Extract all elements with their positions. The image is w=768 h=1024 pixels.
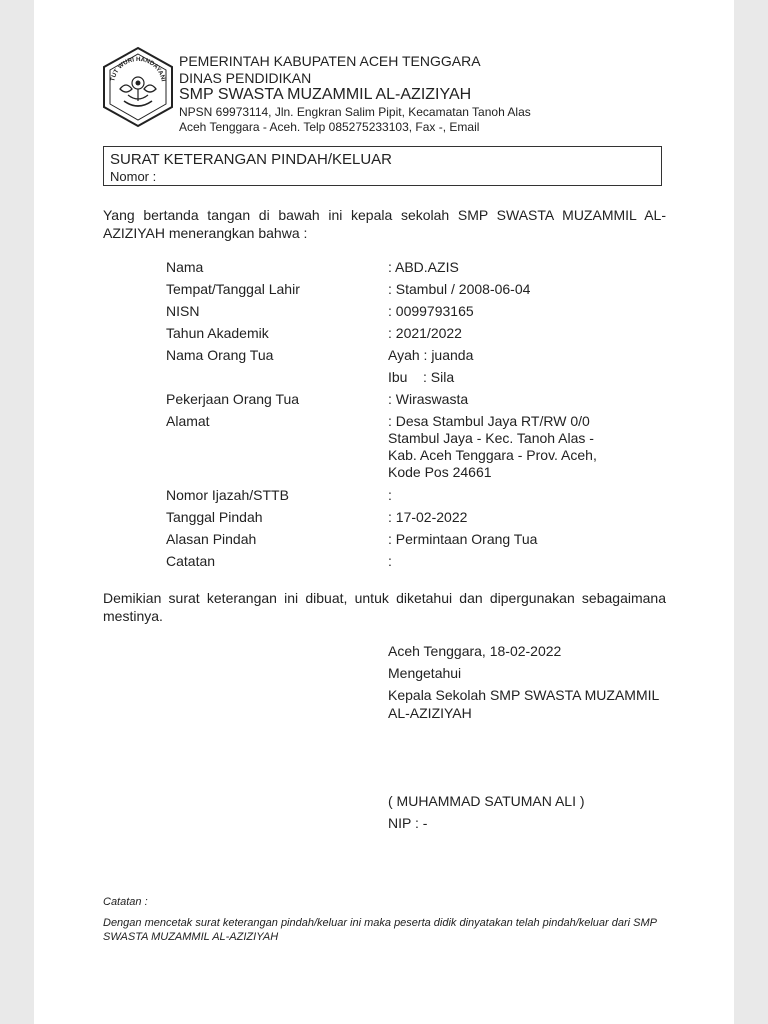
field-label: Tanggal Pindah [166, 509, 263, 525]
header-department: DINAS PENDIDIKAN [179, 70, 312, 86]
letter-number: Nomor : [110, 169, 157, 184]
field-value: Kab. Aceh Tenggara - Prov. Aceh, [388, 447, 597, 463]
field-value: : 2021/2022 [388, 325, 462, 341]
field-value: : Wiraswasta [388, 391, 469, 407]
field-value: : 0099793165 [388, 303, 474, 319]
field-value: : Desa Stambul Jaya RT/RW 0/0 [388, 413, 590, 429]
signature-role-line2: AL-AZIZIYAH [388, 705, 472, 721]
school-emblem-logo [100, 45, 176, 129]
header-address-line1: NPSN 69973114, Jln. Engkran Salim Pipit, Kecamatan Tanoh Alas [179, 105, 531, 119]
letter-title-box [103, 146, 662, 186]
field-label: Alamat [166, 413, 210, 429]
footer-note-text: Dengan mencetak surat keterangan pindah/keluar ini maka peserta didik dinyatakan telah pindah/keluar dari SMP SWASTA MUZAMMIL AL-AZIZIYAH [103, 917, 657, 943]
field-value: Stambul Jaya - Kec. Tanoh Alas - [388, 430, 594, 446]
svg-text:TUT WURI HANDAYANI: TUT WURI HANDAYANI [109, 55, 167, 83]
header-school-name: SMP SWASTA MUZAMMIL AL-AZIZIYAH [179, 86, 472, 103]
document-page [34, 0, 734, 1024]
field-value: Ayah : juanda [388, 347, 474, 363]
signature-place-date: Aceh Tenggara, 18-02-2022 [388, 643, 562, 659]
field-label: Nama [166, 259, 204, 275]
field-label: NISN [166, 303, 200, 319]
signature-acknowledged: Mengetahui [388, 665, 462, 681]
field-label: Nama Orang Tua [166, 347, 274, 363]
signature-nip: NIP : - [388, 815, 428, 831]
field-label: Catatan [166, 553, 216, 569]
field-label: Tempat/Tanggal Lahir [166, 281, 300, 297]
field-value: Kode Pos 24661 [388, 464, 492, 480]
closing-paragraph: Demikian surat keterangan ini dibuat, untuk diketahui dan dipergunakan sebagaimana mestinya. [103, 590, 666, 624]
field-value: : [388, 553, 392, 569]
field-label: Alasan Pindah [166, 531, 257, 547]
field-value: : ABD.AZIS [388, 259, 459, 275]
field-label: Nomor Ijazah/STTB [166, 487, 289, 503]
header-address-line2: Aceh Tenggara - Aceh. Telp 085275233103, Fax -, Email [179, 120, 480, 134]
signature-name: ( MUHAMMAD SATUMAN ALI ) [388, 793, 585, 809]
field-value: : Permintaan Orang Tua [388, 531, 538, 547]
header-government: PEMERINTAH KABUPATEN ACEH TENGGARA [179, 53, 481, 69]
signature-role-line1: Kepala Sekolah SMP SWASTA MUZAMMIL [388, 687, 660, 703]
footer-note-heading: Catatan : [103, 896, 148, 908]
letter-title: SURAT KETERANGAN PINDAH/KELUAR [110, 151, 393, 168]
field-label: Pekerjaan Orang Tua [166, 391, 300, 407]
field-label: Tahun Akademik [166, 325, 269, 341]
field-value: : Stambul / 2008-06-04 [388, 281, 531, 297]
field-value: Ibu : Sila [388, 369, 455, 385]
intro-paragraph: Yang bertanda tangan di bawah ini kepala sekolah SMP SWASTA MUZAMMIL AL-AZIZIYAH menerangkan bahwa : [103, 207, 666, 241]
field-value: : 17-02-2022 [388, 509, 468, 525]
field-value: : [388, 487, 392, 503]
